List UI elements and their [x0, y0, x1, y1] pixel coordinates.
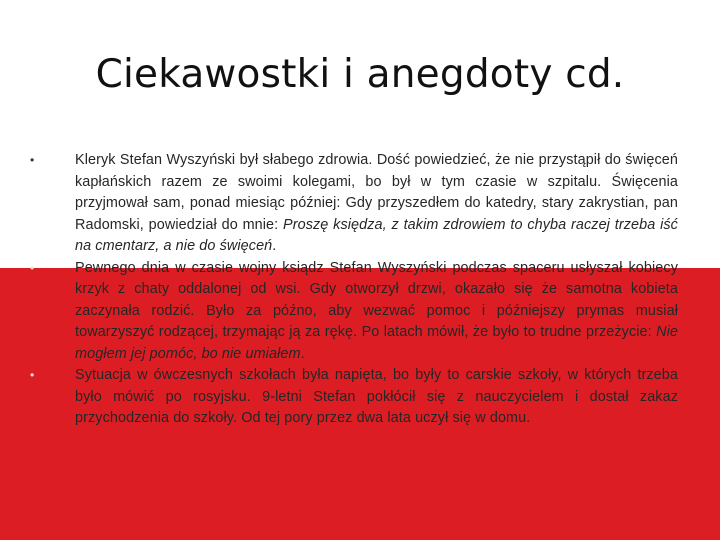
- bullet-text: Sytuacja w ówczesnych szkołach była napięta, bo były to carskie szkoły, w których trzeba było mówić po rosyjsku. 9-letni Stefan pokłócił się z nauczycielem i dostał zakaz przychodzenia do szkoły. Od tej pory przez dwa lata uczył się w domu.: [75, 367, 678, 426]
- bullet-list: [30, 150, 678, 430]
- bullet-dot-icon: •: [30, 153, 35, 167]
- bullet-dot-icon: •: [30, 368, 35, 382]
- bullet-quote: Proszę księdza, z takim zdrowiem to chyba raczej trzeba iść na cmentarz, a nie do święceń: [75, 216, 678, 254]
- slide-title: Ciekawostki i anegdoty cd.: [95, 52, 625, 97]
- bullet-quote: Nie mogłem jej pomóc, bo nie umiałem: [75, 324, 678, 362]
- bullet-text-end: .: [272, 238, 277, 254]
- bullet-text: Kleryk Stefan Wyszyński był słabego zdrowia. Dość powiedzieć, że nie przystąpił do święceń kapłańskich razem ze swoimi kolegami, bo był w tym czasie w szpitalu. Święcenia przyjmował sam, ponad miesiąc później: Gdy przyszedłem do katedry, stary zakrystian, pan Radomski, powiedział do mnie:: [75, 152, 678, 233]
- bullet-item-2: [30, 258, 678, 366]
- bullet-text-end: .: [300, 345, 305, 362]
- bullet-item-1: [30, 150, 678, 258]
- bullet-item-3: [30, 365, 678, 430]
- bullet-dot-icon: •: [30, 260, 35, 275]
- bullet-text: Pewnego dnia w czasie wojny ksiądz Stefan Wyszyński podczas spaceru usłyszał kobiecy krzyk z chaty oddalonej od wsi. Gdy otworzył drzwi, okazało się że samotna kobieta zaczynała rodzić. Było za późno, aby wezwać pomoc i późniejszy prymas musiał towarzyszyć rodzącej, trzymając ją za rękę. Po latach mówił, że było to trudne przeżycie:: [75, 259, 678, 340]
